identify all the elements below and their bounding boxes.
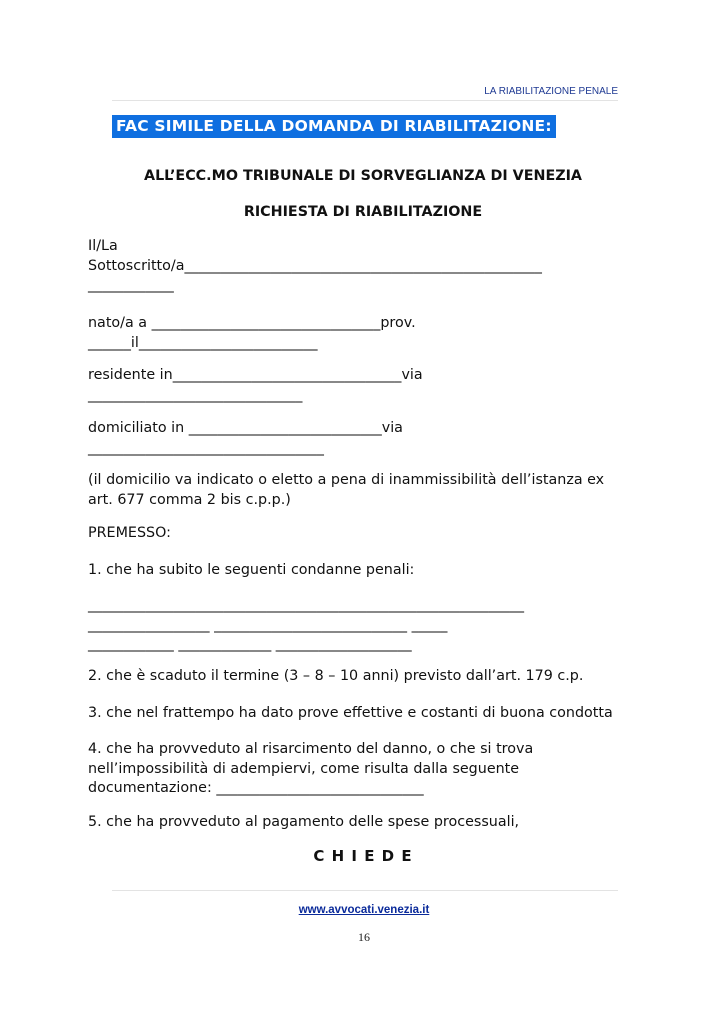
running-header: LA RIABILITAZIONE PENALE: [484, 86, 618, 97]
paragraph-condanne: 1. che ha subito le seguenti condanne penali:: [88, 562, 415, 578]
footer-link[interactable]: www.avvocati.venezia.it: [298, 904, 430, 916]
paragraph-risarcimento: 4. che ha provveduto al risarcimento del danno, o che si trova nell’impossibilità di adempiervi, come risulta dalla seguente documentazione: _____________________________: [88, 741, 534, 796]
document-heading: FAC SIMILE DELLA DOMANDA DI RIABILITAZIONE:: [112, 115, 556, 138]
paragraph-residente: residente in________________________________via ______________________________: [88, 367, 423, 403]
paragraph-sottoscritto: Il/La Sottoscritto/a__________________________________________________ ____________: [88, 238, 542, 293]
page-number: 16: [358, 930, 370, 944]
paragraph-buona-condotta: 3. che nel frattempo ha dato prove effettive e costanti di buona condotta: [88, 705, 613, 721]
footer-rule: [112, 890, 618, 891]
header-rule: [112, 100, 618, 101]
paragraph-spese: 5. che ha provveduto al pagamento delle spese processuali,: [88, 814, 520, 830]
addressee-line: ALL’ECC.MO TRIBUNALE DI SORVEGLIANZA DI VENEZIA: [144, 168, 582, 184]
paragraph-domiciliato: domiciliato in ___________________________via _________________________________: [88, 420, 403, 456]
paragraph-condanne-lines: _____________________________________________________________ _________________ ___________________________ _____ ____________ _____________ ___________________: [88, 597, 525, 652]
paragraph-termine: 2. che è scaduto il termine (3 – 8 – 10 anni) previsto dall’art. 179 c.p.: [88, 668, 584, 684]
paragraph-premesso: PREMESSO:: [88, 525, 171, 541]
paragraph-nato: nato/a a ________________________________prov. ______il_________________________: [88, 315, 416, 351]
request-title: RICHIESTA DI RIABILITAZIONE: [243, 204, 483, 220]
chiede-heading: C H I E D E: [313, 847, 413, 865]
paragraph-domicilio-note: (il domicilio va indicato o eletto a pena di inammissibilità dell’istanza ex art. 677 comma 2 bis c.p.p.): [88, 472, 605, 508]
